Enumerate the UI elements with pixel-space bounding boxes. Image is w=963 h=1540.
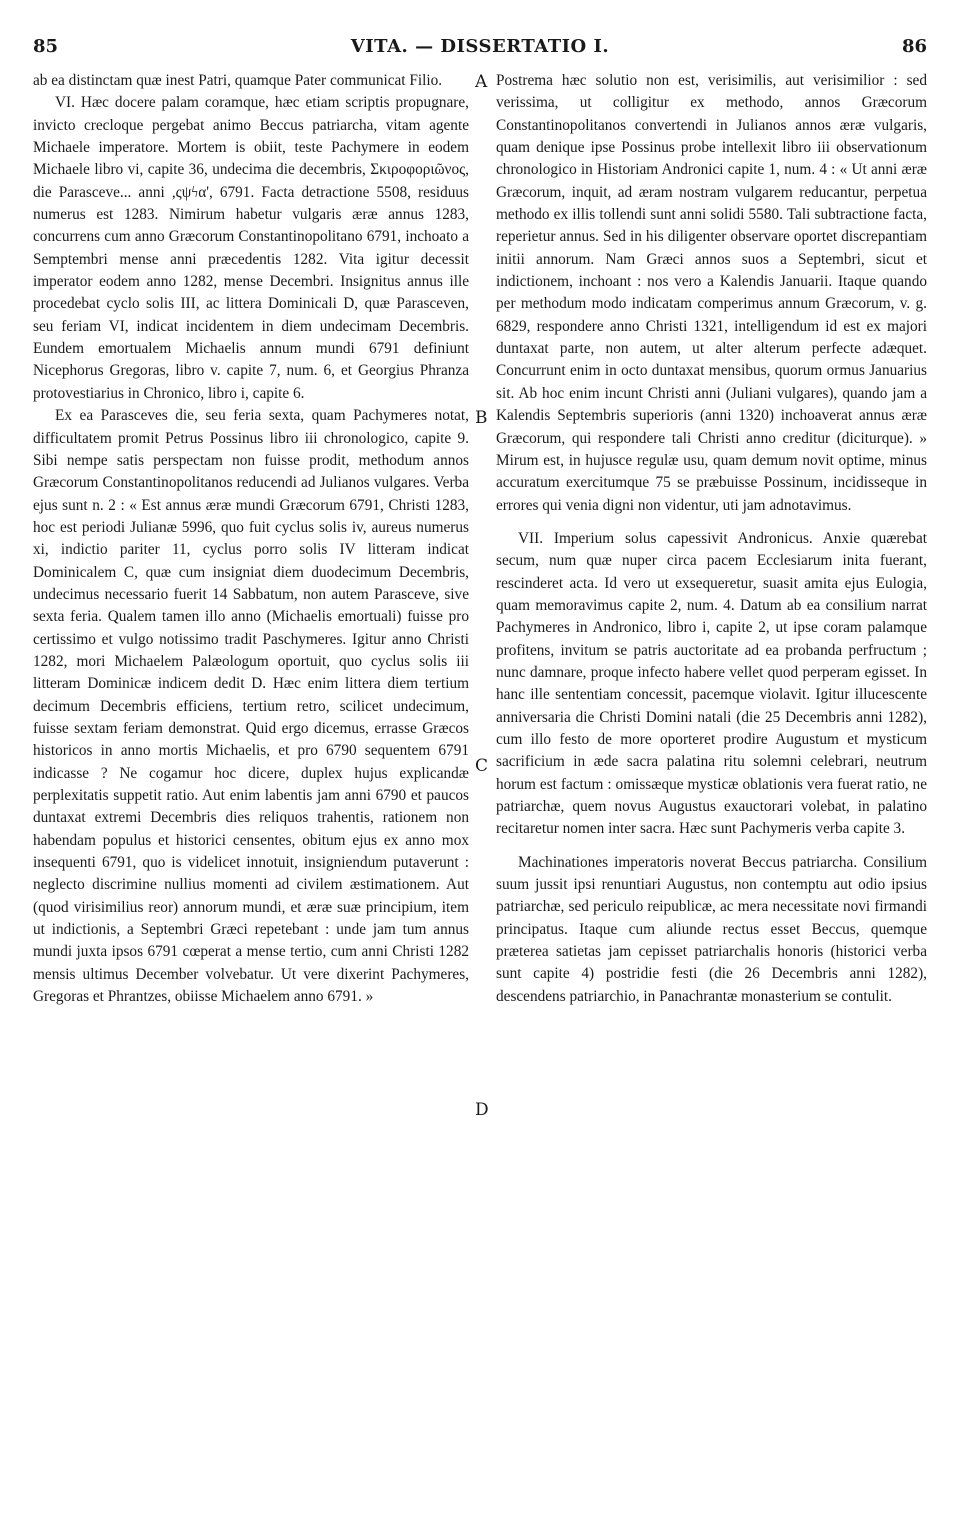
- running-title: VITA. — DISSERTATIO I.: [350, 36, 610, 57]
- running-head: [33, 36, 927, 62]
- left-paragraph-3: Ex ea Parasceves die, seu feria sexta, quam Pachymeres notat, difficultatem promit Petrus Possinus libro iii chronologico, capite 9. Sibi nempe satis perspectam non fuisse prodit, methodum annos Græcorum Constantinopolitanos reducendi ad Julianos vulgares. Verba ejus sunt n. 2 : « Est annus æræ mundi Græcorum 6791, Christi 1283, hoc est periodi Julianæ 5996, quo fuit cyclus solis iv, aureus numerus xi, indictio pariter 11, cyclus porro solis IV litteram indicat Dominicalem C, quæ cum insigniat diem duodecimum Decembris, undecimus necessario fuerit 14 Sabbatum, non autem Parasceve, sive sexta feria. Qualem tamen illo anno (Michaelis emortuali) fuisse pro certissimo et vulgo notissimo tradit Paschymeres. Igitur anno Christi 1282, mori Michaelem Palæologum oportuit, quo cyclus solis iii litteram Dominicæ indicem dedit D. Hæc enim littera diem tertium decimum Decembris efficiens, tertium retro, scilicet undecimum, fuisse sextam feriam demonstrat. Quid ergo dicemus, errasse Græcos historicos in anno mortis Michaelis, et pro 6790 sequentem 6791 indicasse ? Ne cogamur hoc dicere, duplex hujus explicandæ perplexitatis suppetit ratio. Aut enim labentis jam anni 6790 et paucos duntaxat extremi Decembris dies reliquos trahentis, rationem non habendam populus et historici censentes, obitum ejus ex anno mox insequenti 6791, quo is videlicet innotuit, insigniendum putaverunt : neglecto discrimine nullius momenti ad civilem æstimationem. Aut (quod virisimilius reor) annorum mundi, et æræ suæ principium, item ut indictionis, a Septembri Græci repetebant : unde jam tum annus mundi juxta ipsos 6791 cœperat a mense tertio, cum anni Christi 1282 mensis ultimus December volvebatur. Ut vere dixerint Pachymeres, Gregoras et Phrantzes, obiisse Michaelem anno 6791. »: [33, 407, 469, 1006]
- right-column: [496, 70, 927, 1008]
- left-paragraph-1: ab ea distinctam quæ inest Patri, quamque Pater communicat Filio.: [33, 72, 443, 89]
- left-paragraph-2: VI. Hæc docere palam coramque, hæc etiam scriptis propugnare, invicto crecloque pergebat animo Beccus patriarcha, vitam agente Michaele imperatore. Mortem is obiit, teste Pachymere in eodem Michaele libro vi, capite 36, undecima die decembris, Σκιροφοριῶνος, die Parasceve... anni ,ςψϟα', 6791. Facta detractione 5508, residuus numerus est 1283. Nimirum habetur vulgaris æræ annus 1283, concurrens cum anno Græcorum Constantinopolitano 6791, inchoato a Semptembri mense anni præcedentis 1282. Vita igitur decessit imperator eodem anno 1282, mense Decembri. Insignitus annus ille procedebat cyclo solis III, ac littera Dominicali D, quæ Parasceven, seu feriam VI, indicat incidentem in diem undecimam Decembris. Eundem emortualem Michaelis annum mundi 6791 definiunt Nicephorus Gregoras, libro v. capite 7, num. 6, et Georgius Phranza protovestiarius in Chronico, libro i, capite 6.: [33, 94, 469, 402]
- margin-marker-c: C: [475, 756, 489, 776]
- margin-marker-d: D: [475, 1100, 489, 1120]
- right-paragraph-2: VII. Imperium solus capessivit Andronicus. Anxie quærebat secum, num quæ nuper circa pacem Ecclesiarum inita fuerant, rescinderet acta. Id vero ut exsequeretur, suasit amita ejus Eulogia, quam memoravimus capite 2, num. 4. Datum ab ea consilium narrat Pachymeres in Andronico, libro i, capite 2, ut ipse coram palamque profitens, invitum se patris auctoritate ad ea probanda perfructum ; nunc damnare, proque infecto habere vellet quod perperam egisset. In hanc ille sententiam concessit, pacemque violavit. Igitur illucescente anniversaria die Christi Domini natali (die 25 Decembris anni 1282), cum illo festo de more oporteret prodire Augustum et mysticum sacrificium in æde sacra palatina ritu solemni celebrari, neutrum horum est factum : omissæque mysticæ oblationis vera fuerat ratio, ne patriarchæ, quem novus Augustus exauctorari volebat, in palatino recitaretur nomen inter sacra. Hæc sunt Pachymeris verba capite 3.: [496, 529, 927, 838]
- margin-marker-a: A: [475, 72, 488, 92]
- left-column: [33, 70, 469, 1008]
- right-paragraph-3: Machinationes imperatoris noverat Beccus patriarcha. Consilium suum jussit ipsi renuntiari Augustus, non contemptu aut odio ipsius patriarchæ, sed periculo reipublicæ, ac mera necessitate novi firmandi principatus. Itaque cum aliunde rectus esset Beccus, quemque præterea satietas jam cepisset patriarchalis honoris (historici verba sunt capite 4) postridie festi (die 26 Decembris anni 1282), descendens patriarchio, in Panachrantæ monasterium se contulit.: [496, 853, 927, 1005]
- page-number-left: 85: [33, 36, 59, 57]
- margin-marker-b: B: [475, 408, 488, 428]
- right-paragraph-1: Postrema hæc solutio non est, verisimilis, aut verisimilior : sed verissima, ut colligitur ex methodo, annos Græcorum Constantinopolitanos convertendi in Julianos annos æræ vulgaris, quam denique ipse Possinus probe intellexit libro iii observationum chronologico in Historiam Andronici capite 1, num. 4 : « Ut anni æræ Græcorum, inquit, ad æram nostram vulgarem reducantur, perpetua methodo ex illis tollendi sunt anni solidi 5580. Tali subtractione facta, reperietur annus. Sed in his diligenter observare oportet discrepantiam initii annorum. Nam Græci annos suos a Septembri, sicut et indictionem, inchoant : nos vero a Kalendis Januarii. Itaque quando per methodum modo indicatam comperimus annum Græcorum, v. g. 6829, respondere anno Christi 1321, intelligendum id est ex majori duntaxat parte, non autem, ut alter alterum perfecte adæquet. Concurrunt enim in octo duntaxat mensibus, quorum ormus Januarius sit. Ab hoc enim incunt Christi anni (Juliani vulgares), quando jam a Kalendis Septembris superioris (anni 1320) inchoaverat annus æræ Græcorum, qui respondere tali Christi anno creditur (diciturque). » Mirum est, in hujusce regulæ usu, quam demum novit optime, minus accuratum exercitumque 75 se præbuisse Possinum, incidisseque in errores qui venia digni non videntur, uti jam adnotavimus.: [496, 72, 927, 514]
- page-number-right: 86: [901, 36, 927, 57]
